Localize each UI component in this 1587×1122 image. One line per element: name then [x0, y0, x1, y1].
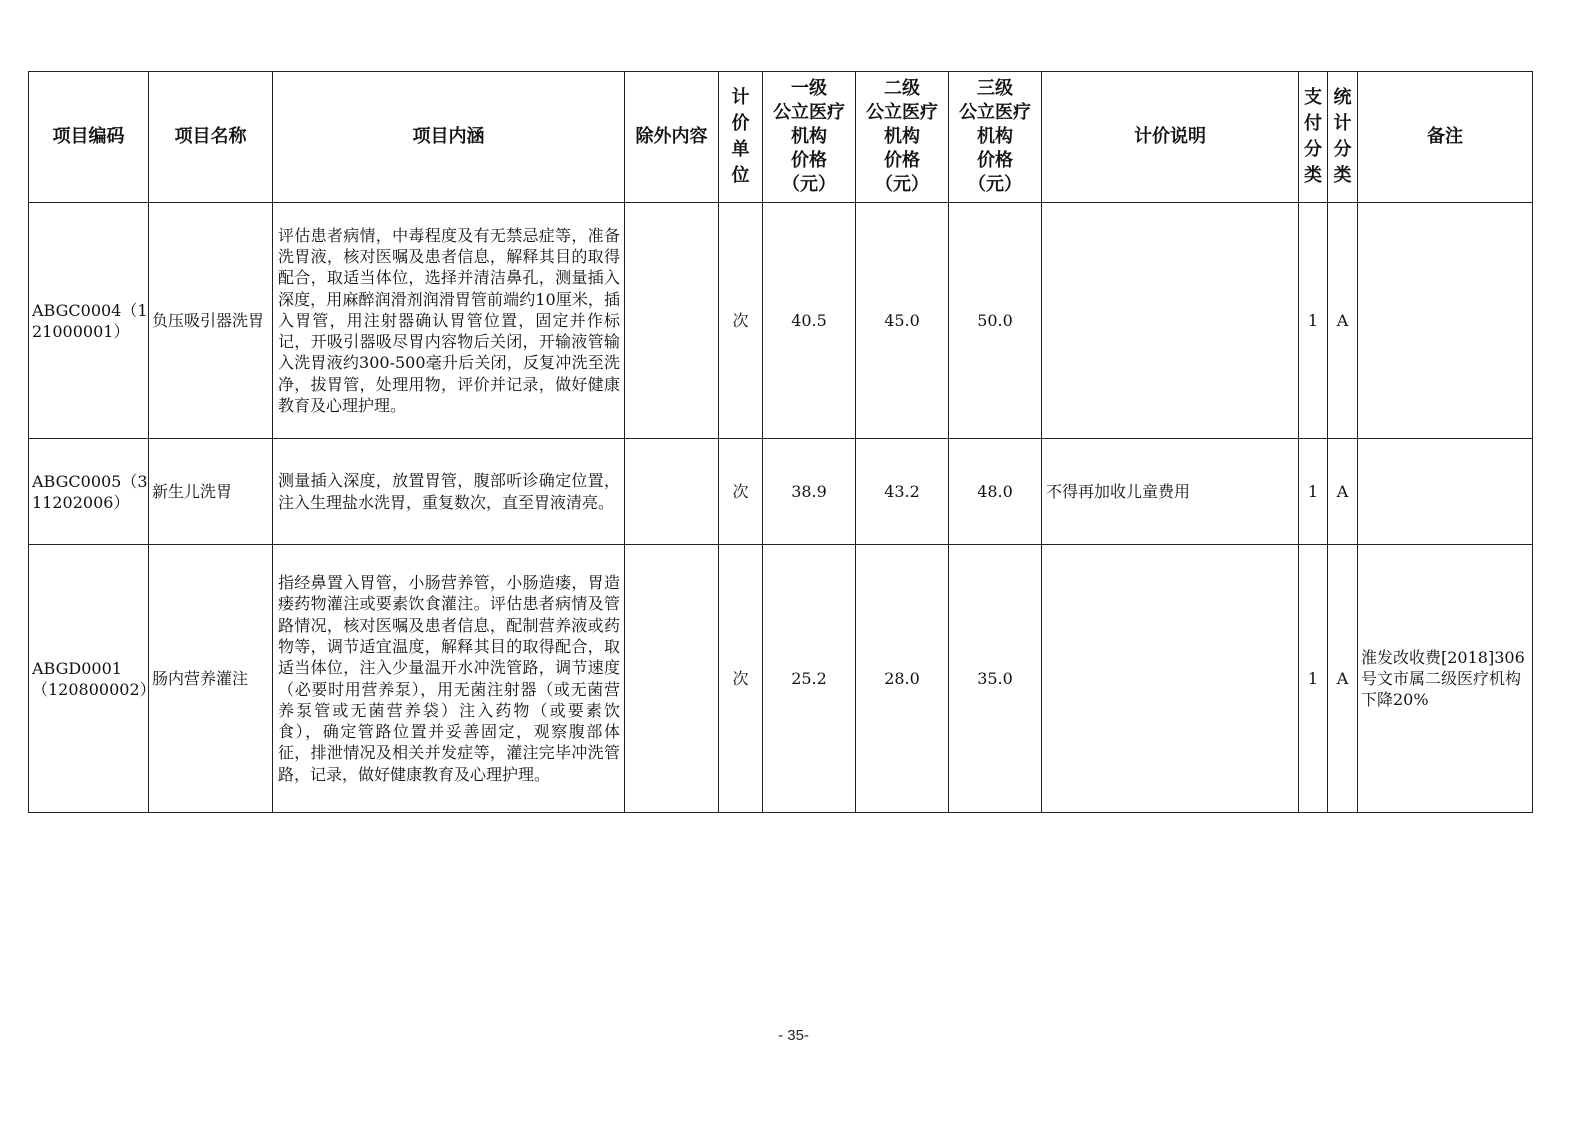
cell-exclusions [625, 203, 719, 439]
header-price2-line: 公立医疗 [866, 102, 938, 123]
header-price2-line: 机构 [884, 126, 920, 147]
cell-remarks [1358, 203, 1533, 439]
cell-price-level2: 28.0 [856, 545, 949, 813]
header-price3-line: 机构 [977, 126, 1013, 147]
cell-price-level1: 38.9 [763, 439, 856, 545]
cell-payment-class: 1 [1299, 439, 1328, 545]
cell-price-level1: 25.2 [763, 545, 856, 813]
header-stat-class-label: 统计分类 [1333, 87, 1352, 186]
header-content: 项目内涵 [273, 72, 625, 203]
cell-exclusions [625, 545, 719, 813]
header-price3-line: 公立医疗 [959, 102, 1031, 123]
pricing-table [28, 71, 1533, 813]
header-payment-class [1299, 72, 1328, 203]
header-price1-line: 公立医疗 [773, 102, 845, 123]
table-row [29, 545, 1533, 813]
cell-payment-class: 1 [1299, 203, 1328, 439]
cell-code: ABGC0005（311202006） [29, 439, 149, 545]
table-row [29, 203, 1533, 439]
cell-price-level3: 35.0 [949, 545, 1042, 813]
header-price2-line: （元） [875, 174, 929, 195]
header-price2-line: 价格 [884, 150, 920, 171]
cell-unit: 次 [719, 439, 763, 545]
header-price3-line: （元） [968, 174, 1022, 195]
header-price-level3 [949, 72, 1042, 203]
cell-name: 肠内营养灌注 [149, 545, 273, 813]
cell-name: 新生儿洗胃 [149, 439, 273, 545]
cell-unit: 次 [719, 203, 763, 439]
cell-stat-class: A [1328, 439, 1358, 545]
header-price-level1 [763, 72, 856, 203]
cell-remarks [1358, 439, 1533, 545]
cell-stat-class: A [1328, 545, 1358, 813]
header-price3-line: 价格 [977, 150, 1013, 171]
header-name: 项目名称 [149, 72, 273, 203]
header-price2-line: 二级 [884, 78, 920, 99]
cell-content: 指经鼻置入胃管，小肠营养管，小肠造瘘，胃造瘘药物灌注或要素饮食灌注。评估患者病情及管路情况，核对医嘱及患者信息，配制营养液或药物等，调节适宜温度，解释其目的取得配合，取适当体位，注入少量温开水冲洗管路，调节速度（必要时用营养泵），用无菌注射器（或无菌营养泵管或无菌营养袋）注入药物（或要素饮食），确定管路位置并妥善固定，观察腹部体征，排泄情况及相关并发症等，灌注完毕冲洗管路，记录，做好健康教育及心理护理。 [273, 545, 625, 813]
cell-price-level2: 45.0 [856, 203, 949, 439]
header-price3-line: 三级 [977, 78, 1013, 99]
cell-unit: 次 [719, 545, 763, 813]
cell-pricing-note [1042, 203, 1299, 439]
pricing-table-container [28, 71, 1532, 813]
header-price1-line: 价格 [791, 150, 827, 171]
table-header-row [29, 72, 1533, 203]
header-price1-line: 机构 [791, 126, 827, 147]
cell-remarks: 淮发改收费[2018]306号文市属二级医疗机构下降20% [1358, 545, 1533, 813]
header-payment-class-label: 支付分类 [1303, 87, 1322, 186]
header-price1-line: （元） [782, 174, 836, 195]
cell-price-level2: 43.2 [856, 439, 949, 545]
cell-payment-class: 1 [1299, 545, 1328, 813]
cell-pricing-note: 不得再加收儿童费用 [1042, 439, 1299, 545]
table-row [29, 439, 1533, 545]
header-price1-line: 一级 [791, 78, 827, 99]
header-unit-label: 计价单位 [731, 87, 750, 186]
header-price-level2 [856, 72, 949, 203]
header-stat-class [1328, 72, 1358, 203]
header-unit [719, 72, 763, 203]
cell-exclusions [625, 439, 719, 545]
cell-stat-class: A [1328, 203, 1358, 439]
cell-code: ABGD0001（120800002） [29, 545, 149, 813]
header-pricing-note: 计价说明 [1042, 72, 1299, 203]
page-number: - 35- [778, 1027, 809, 1044]
cell-name: 负压吸引器洗胃 [149, 203, 273, 439]
cell-code: ABGC0004（121000001） [29, 203, 149, 439]
cell-pricing-note [1042, 545, 1299, 813]
header-code: 项目编码 [29, 72, 149, 203]
cell-content: 测量插入深度，放置胃管，腹部听诊确定位置，注入生理盐水洗胃，重复数次，直至胃液清亮。 [273, 439, 625, 545]
cell-content: 评估患者病情，中毒程度及有无禁忌症等，准备洗胃液，核对医嘱及患者信息，解释其目的取得配合，取适当体位，选择并清洁鼻孔，测量插入深度，用麻醉润滑剂润滑胃管前端约10厘米，插入胃管，用注射器确认胃管位置，固定并作标记，开吸引器吸尽胃内容物后关闭，开输液管输入洗胃液约300-500毫升后关闭，反复冲洗至洗净，拔胃管，处理用物，评价并记录，做好健康教育及心理护理。 [273, 203, 625, 439]
cell-price-level1: 40.5 [763, 203, 856, 439]
cell-price-level3: 48.0 [949, 439, 1042, 545]
header-exclusions: 除外内容 [625, 72, 719, 203]
header-remarks: 备注 [1358, 72, 1533, 203]
cell-price-level3: 50.0 [949, 203, 1042, 439]
